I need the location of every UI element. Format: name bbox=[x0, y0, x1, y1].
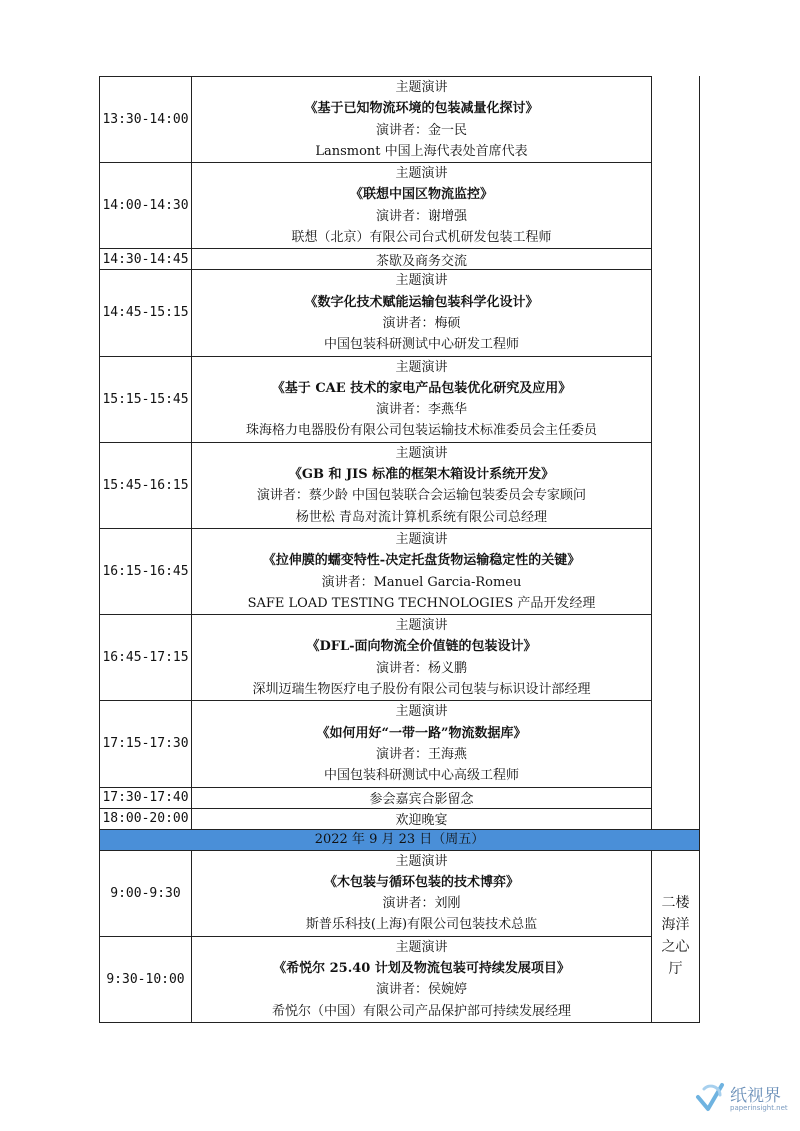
talk-title: 《拉伸膜的蠕变特性-决定托盘货物运输稳定性的关键》 bbox=[262, 553, 581, 569]
talk-cell bbox=[192, 442, 652, 528]
session-type: 主题演讲 bbox=[395, 531, 448, 547]
venue-empty bbox=[652, 249, 700, 270]
session-type: 主题演讲 bbox=[395, 359, 448, 375]
talk-cell bbox=[192, 528, 652, 614]
time-cell: 13:30-14:00 bbox=[100, 77, 192, 163]
venue-line: 海洋 bbox=[661, 917, 690, 934]
talk-title: 《基于 CAE 技术的家电产品包装优化研究及应用》 bbox=[271, 380, 572, 396]
time-cell: 16:45-17:15 bbox=[100, 615, 192, 701]
talk-title: 《木包装与循环包装的技术博弈》 bbox=[323, 874, 519, 890]
time-cell: 16:15-16:45 bbox=[100, 528, 192, 614]
speaker: 演讲者：侯婉婷 bbox=[375, 982, 467, 998]
day-header-row bbox=[100, 829, 700, 850]
time-cell: 14:45-15:15 bbox=[100, 270, 192, 356]
talk-cell bbox=[192, 77, 652, 163]
speaker: 演讲者：王海燕 bbox=[375, 746, 467, 762]
venue-cell bbox=[652, 850, 700, 1022]
event-cell: 参会嘉宾合影留念 bbox=[192, 787, 652, 808]
time-cell: 17:30-17:40 bbox=[100, 787, 192, 808]
venue-empty bbox=[652, 701, 700, 787]
time-cell: 18:00-20:00 bbox=[100, 808, 192, 829]
talk-title: 《GB 和 JIS 标准的框架木箱设计系统开发》 bbox=[288, 467, 555, 483]
time-cell: 17:15-17:30 bbox=[100, 701, 192, 787]
schedule-table bbox=[99, 76, 700, 1023]
venue-empty bbox=[652, 528, 700, 614]
session-type: 主题演讲 bbox=[395, 853, 448, 869]
speaker: 演讲者：梅硕 bbox=[382, 315, 461, 331]
speaker: 演讲者：Manuel Garcia-Romeu bbox=[321, 574, 522, 590]
session-type: 主题演讲 bbox=[395, 273, 448, 289]
affiliation: 杨世松 青岛对流计算机系统有限公司总经理 bbox=[295, 509, 548, 525]
schedule-row bbox=[100, 356, 700, 442]
schedule-row bbox=[100, 808, 700, 829]
venue-empty bbox=[652, 442, 700, 528]
schedule-row bbox=[100, 442, 700, 528]
talk-cell bbox=[192, 850, 652, 936]
speaker: 演讲者：谢增强 bbox=[375, 208, 467, 224]
affiliation: 斯普乐科技(上海)有限公司包装技术总监 bbox=[305, 917, 538, 933]
talk-title: 《如何用好“一带一路”物流数据库》 bbox=[316, 725, 527, 741]
speaker: 演讲者：蔡少龄 中国包装联合会运输包装委员会专家顾问 bbox=[256, 488, 587, 504]
session-type: 主题演讲 bbox=[395, 445, 448, 461]
time-cell: 14:30-14:45 bbox=[100, 249, 192, 270]
schedule-row bbox=[100, 77, 700, 163]
venue-empty bbox=[652, 615, 700, 701]
affiliation: 希悦尔（中国）有限公司产品保护部可持续发展经理 bbox=[271, 1003, 571, 1019]
schedule-row bbox=[100, 787, 700, 808]
venue-empty bbox=[652, 77, 700, 163]
speaker: 演讲者：杨义鹏 bbox=[375, 660, 467, 676]
affiliation: 中国包装科研测试中心高级工程师 bbox=[323, 768, 519, 784]
session-type: 主题演讲 bbox=[395, 80, 448, 95]
time-cell: 15:45-16:15 bbox=[100, 442, 192, 528]
talk-title: 《联想中国区物流监控》 bbox=[349, 187, 493, 203]
schedule-row bbox=[100, 163, 700, 249]
schedule-row bbox=[100, 249, 700, 270]
break-cell: 茶歇及商务交流 bbox=[192, 249, 652, 270]
venue-empty bbox=[652, 270, 700, 356]
time-cell: 15:15-15:45 bbox=[100, 356, 192, 442]
speaker: 演讲者：金一民 bbox=[375, 122, 467, 138]
talk-title: 《基于已知物流环境的包装减量化探讨》 bbox=[304, 101, 539, 117]
session-type: 主题演讲 bbox=[395, 939, 448, 955]
speaker: 演讲者：李燕华 bbox=[375, 402, 467, 418]
talk-title: 《DFL-面向物流全价值链的包装设计》 bbox=[306, 639, 537, 655]
speaker: 演讲者：刘刚 bbox=[382, 896, 461, 912]
venue-empty bbox=[652, 808, 700, 829]
time-cell: 9:30-10:00 bbox=[100, 936, 192, 1022]
session-type: 主题演讲 bbox=[395, 166, 448, 182]
talk-cell bbox=[192, 270, 652, 356]
schedule-row bbox=[100, 936, 700, 1022]
talk-cell bbox=[192, 163, 652, 249]
schedule-row bbox=[100, 850, 700, 936]
venue-empty bbox=[652, 163, 700, 249]
talk-cell bbox=[192, 701, 652, 787]
talk-cell bbox=[192, 356, 652, 442]
affiliation: 深圳迈瑞生物医疗电子股份有限公司包装与标识设计部经理 bbox=[252, 682, 591, 698]
affiliation: 联想（北京）有限公司台式机研发包装工程师 bbox=[291, 230, 552, 246]
session-type: 主题演讲 bbox=[395, 618, 448, 634]
session-type: 主题演讲 bbox=[395, 704, 448, 720]
time-cell: 14:00-14:30 bbox=[100, 163, 192, 249]
talk-cell bbox=[192, 615, 652, 701]
watermark-brand: 纸视界 bbox=[730, 1086, 781, 1106]
affiliation: 中国包装科研测试中心研发工程师 bbox=[323, 337, 519, 353]
venue-line: 之心 bbox=[661, 939, 690, 956]
affiliation: SAFE LOAD TESTING TECHNOLOGIES 产品开发经理 bbox=[247, 595, 596, 611]
venue-line: 厅 bbox=[668, 961, 683, 978]
affiliation: 珠海格力电器股份有限公司包装运输技术标准委员会主任委员 bbox=[245, 423, 597, 439]
venue-empty bbox=[652, 356, 700, 442]
time-cell: 9:00-9:30 bbox=[100, 850, 192, 936]
schedule-row bbox=[100, 270, 700, 356]
paperinsight-logo-icon bbox=[694, 1081, 726, 1113]
affiliation: Lansmont 中国上海代表处首席代表 bbox=[315, 143, 528, 159]
watermark bbox=[694, 1079, 786, 1119]
schedule-row bbox=[100, 528, 700, 614]
schedule-row bbox=[100, 615, 700, 701]
talk-cell bbox=[192, 936, 652, 1022]
event-cell: 欢迎晚宴 bbox=[192, 808, 652, 829]
venue-empty bbox=[652, 787, 700, 808]
talk-title: 《希悦尔 25.40 计划及物流包装可持续发展项目》 bbox=[273, 960, 570, 976]
schedule-row bbox=[100, 701, 700, 787]
watermark-url: paperinsight.net bbox=[730, 1104, 788, 1112]
talk-title: 《数字化技术赋能运输包装科学化设计》 bbox=[304, 294, 539, 310]
venue-line: 二楼 bbox=[661, 895, 690, 912]
venue-column-border bbox=[699, 76, 700, 852]
day-header: 2022 年 9 月 23 日（周五） bbox=[100, 829, 700, 850]
